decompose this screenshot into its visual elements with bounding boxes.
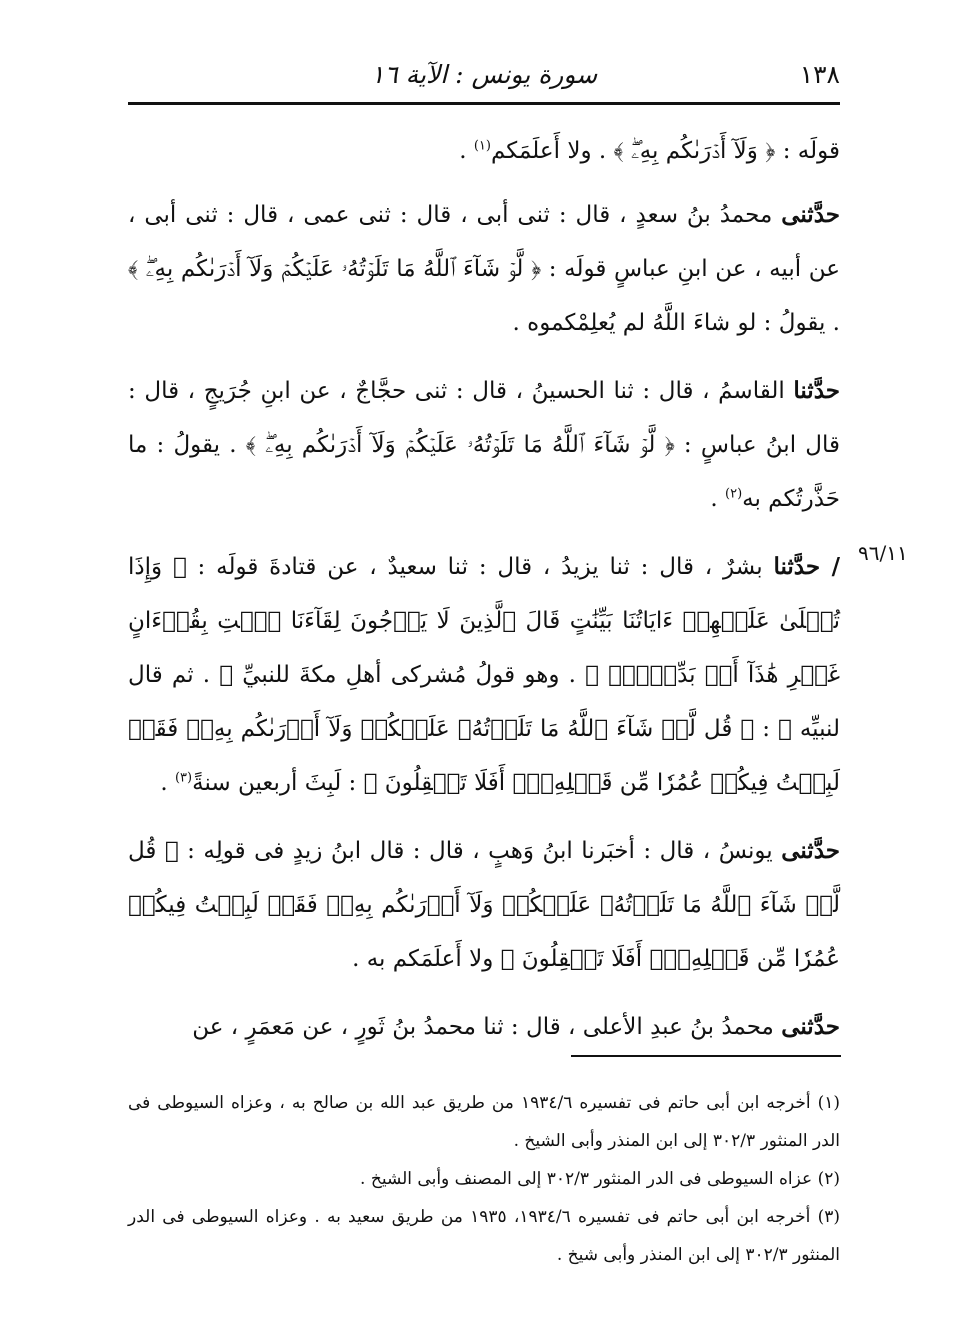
page-number: ١٣٨ (799, 60, 840, 89)
paragraph-text: قولَه : ﴿ وَلَآ أَدۡرَىٰكُم بِهِۦۖ ﴾ . ولا أَعلَمَكم (490, 138, 840, 164)
paragraph-opener: حدَّثنا (793, 377, 840, 404)
paragraph-opener: حدَّثنى (781, 837, 840, 864)
margin-volume-page-note: ٩٦/١١ (858, 541, 908, 565)
paragraph-text: القاسمُ ، قال : ثنا الحسينُ ، قال : ثنى حجَّاجٌ ، عن ابنِ جُرَيجٍ ، قال : قال ابنُ عباسٍ : ﴿ لَّوۡ شَآءَ ٱللَّهُ مَا تَلَوۡتُهُۥ عَلَيۡكُمۡ وَلَآ أَدۡرَىٰكُم بِهِۦۖ ﴾ . يقولُ : ما حَذَّرتُكم به (128, 378, 840, 512)
paragraph-text: بشرٌ ، قال : ثنا يزيدُ ، قال : ثنا سعيدٌ ، عن قتادةَ قولَه : ﴿ وَإِذَا تُتۡلَىٰ عَلَيۡهِمۡ ءَايَاتُنَا بَيِّنَٰتٍ قَالَ ٱلَّذِينَ لَا يَرۡجُونَ لِقَآءَنَا ٱئۡتِ بِقُرۡءَانٍ غَيۡرِ هَٰذَآ أَوۡ بَدِّلۡهُۚ ﴾ . وهو قولُ مُشركى أهلِ مكةَ للنبيِّ ﷺ . ثم قال لنبيِّه ﷺ : ﴿ قُل لَّوۡ شَآءَ ٱللَّهُ مَا تَلَوۡتُهُۥ عَلَيۡكُمۡ وَلَآ أَدۡرَىٰكُم بِهِۦۖ فَقَدۡ لَبِثۡتُ فِيكُمۡ عُمُرٗا مِّن قَبۡلِهِۦٓۚ أَفَلَا تَعۡقِلُونَ ﴾ : لَبِثَ أربعين سنةً (128, 554, 840, 796)
paragraph (128, 540, 840, 810)
paragraph (128, 124, 840, 178)
paragraph (128, 188, 840, 350)
paragraph (128, 364, 840, 526)
paragraph-tail: . (160, 770, 175, 796)
paragraph-opener: / حدَّثنا (773, 553, 840, 580)
paragraph (128, 824, 840, 986)
running-header (128, 52, 840, 96)
paragraph-opener: حدَّثنى (781, 1013, 840, 1040)
paragraph-opener: حدَّثنى (781, 201, 840, 228)
footnote-separator (571, 1055, 841, 1057)
main-text (128, 124, 840, 1068)
paragraph-tail: . (710, 486, 725, 512)
footnote-marker: (٣) (174, 770, 193, 786)
paragraph (128, 1000, 840, 1054)
header-rule (128, 102, 840, 105)
surah-title: سورة يونس : الآية ١٦ (370, 60, 598, 89)
footnote: (٣) أخرجه ابن أبى حاتم فى تفسيره ١٩٣٤/٦، ١٩٣٥ من طريق سعيد به . وعزاه السيوطى فى الدر المنثور ٣٠٢/٣ إلى ابن المنذر وأبى شيخ . (128, 1207, 841, 1265)
paragraph-text: محمدُ بنُ عبدِ الأعلى ، قال : ثنا محمدُ بنُ ثَورٍ ، عن مَعمَرٍ ، عن (192, 1014, 782, 1040)
footnote: (٢) عزاه السيوطى فى الدر المنثور ٣٠٢/٣ إلى المصنف وأبى الشيخ . (360, 1169, 840, 1189)
footnotes (128, 1084, 840, 1274)
paragraph-text: يونسُ ، قال : أخبَرنا ابنُ وَهبٍ ، قال : قال ابنُ زيدٍ فى قولِه : ﴿ قُل لَّوۡ شَآءَ ٱللَّهُ مَا تَلَوۡتُهُۥ عَلَيۡكُمۡ وَلَآ أَدۡرَىٰكُم بِهِۦۖ فَقَدۡ لَبِثۡتُ فِيكُمۡ عُمُرٗا مِّن قَبۡلِهِۦٓۚ أَفَلَا تَعۡقِلُونَ ﴾ ولا أَعلَمَكم به . (128, 838, 840, 972)
paragraph-text: محمدُ بنُ سعدٍ ، قال : ثنى أبى ، قال : ثنى عمى ، قال : ثنى أبى ، عن أبيه ، عن ابنِ عباسٍ قولَه : ﴿ لَّوۡ شَآءَ ٱللَّهُ مَا تَلَوۡتُهُۥ عَلَيۡكُمۡ وَلَآ أَدۡرَىٰكُم بِهِۦۖ ﴾ . يقولُ : لو شاءَ اللَّهُ لم يُعلِمْكموه . (128, 202, 840, 336)
footnote-marker: (١) (473, 138, 491, 154)
footnote-marker: (٢) (725, 486, 743, 502)
footnote: (١) أخرجه ابن أبى حاتم فى تفسيره ١٩٣٤/٦ من طريق عبد الله بن صالح به ، وعزاه السيوطى فى الدر المنثور ٣٠٢/٣ إلى ابن المنذر وأبى الشيخ . (128, 1093, 841, 1151)
paragraph-tail: . (459, 138, 474, 164)
